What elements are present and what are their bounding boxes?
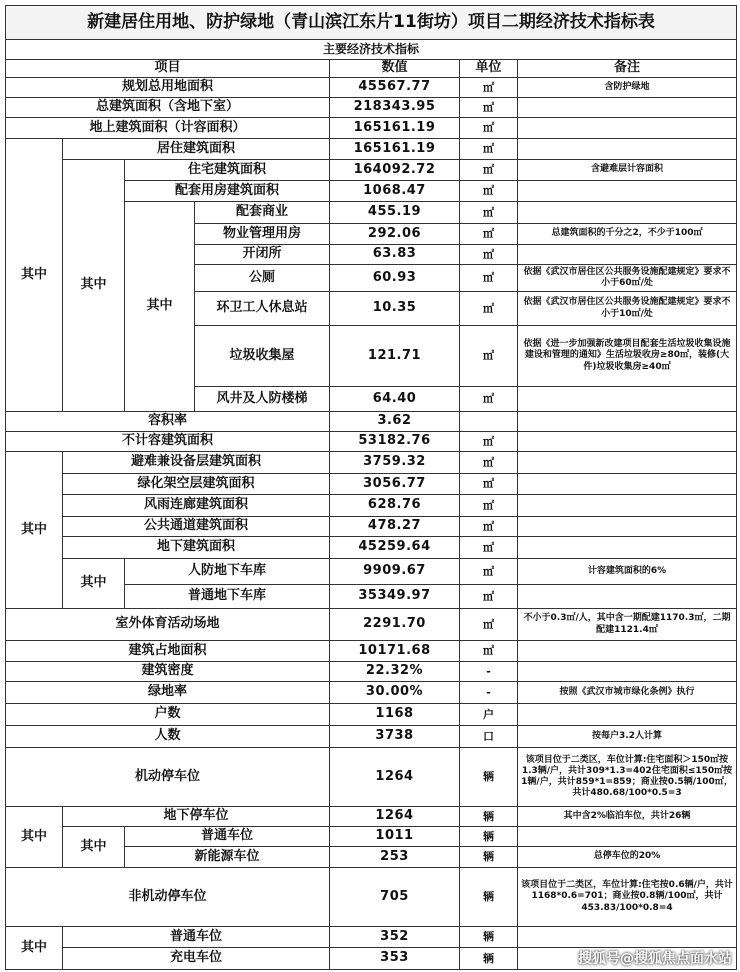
row-note xyxy=(518,452,737,474)
row-label: 充电车位 xyxy=(63,948,330,970)
row-label: 地下停车位 xyxy=(63,807,330,827)
row-note: 总建筑面积的千分之2，不少于100㎡ xyxy=(518,224,737,245)
row-label: 居住建筑面积 xyxy=(63,139,330,160)
row-label: 配套用房建筑面积 xyxy=(125,181,330,202)
row-value: 1011 xyxy=(330,827,460,847)
row-note xyxy=(518,202,737,224)
table-subtitle: 主要经济技术指标 xyxy=(5,40,737,60)
row-value: 455.19 xyxy=(330,202,460,224)
watermark-text: 搜狐号@搜狐焦点面水站 xyxy=(578,951,732,967)
group-label-qizhong-4: 其中 xyxy=(5,452,63,609)
row-label: 绿地率 xyxy=(5,682,330,704)
group-label-qizhong-6: 其中 xyxy=(5,807,63,868)
row-note xyxy=(518,432,737,452)
row-note xyxy=(518,662,737,682)
row-unit: 户 xyxy=(460,704,518,726)
row-unit: 辆 xyxy=(460,927,518,948)
row-label: 不计容建筑面积 xyxy=(5,432,330,452)
row-value: 22.32% xyxy=(330,662,460,682)
row-value: 60.93 xyxy=(330,265,460,292)
row-label: 绿化架空层建筑面积 xyxy=(63,474,330,495)
row-value: 121.71 xyxy=(330,326,460,387)
row-unit: ㎡ xyxy=(460,139,518,160)
row-value: 164092.72 xyxy=(330,160,460,181)
row-label: 物业管理用房 xyxy=(195,224,330,245)
row-note xyxy=(518,474,737,495)
row-unit: 辆 xyxy=(460,868,518,927)
row-unit: 辆 xyxy=(460,948,518,970)
row-note xyxy=(518,641,737,662)
row-label: 户数 xyxy=(5,704,330,726)
row-value: 64.40 xyxy=(330,387,460,412)
row-unit: - xyxy=(460,682,518,704)
row-label: 人防地下车库 xyxy=(125,559,330,585)
row-value: 9909.67 xyxy=(330,559,460,585)
row-label: 建筑密度 xyxy=(5,662,330,682)
row-value: 1264 xyxy=(330,748,460,807)
row-unit: ㎡ xyxy=(460,292,518,326)
row-unit: ㎡ xyxy=(460,98,518,118)
row-value: 292.06 xyxy=(330,224,460,245)
row-note xyxy=(518,245,737,265)
row-label: 人数 xyxy=(5,726,330,748)
row-value: 45567.77 xyxy=(330,78,460,98)
group-label-qizhong-7: 其中 xyxy=(63,827,125,868)
row-value: 3056.77 xyxy=(330,474,460,495)
row-note: 按每户3.2人计算 xyxy=(518,726,737,748)
group-label-qizhong-1: 其中 xyxy=(5,139,63,412)
row-label: 容积率 xyxy=(5,412,330,432)
table-title: 新建居住用地、防护绿地（青山滨江东片11街坊）项目二期经济技术指标表 xyxy=(5,5,737,40)
row-label: 公厕 xyxy=(195,265,330,292)
row-label: 风井及人防楼梯 xyxy=(195,387,330,412)
row-unit: 辆 xyxy=(460,748,518,807)
row-unit: 口 xyxy=(460,726,518,748)
row-value: 1264 xyxy=(330,807,460,827)
row-note xyxy=(518,537,737,559)
row-note xyxy=(518,98,737,118)
row-value: 10.35 xyxy=(330,292,460,326)
row-note: 依据《进一步加强新改建项目配套生活垃圾收集设施建设和管理的通知》生活垃圾收房≥80㎡，装修(大件)垃圾收集房≥40㎡ xyxy=(518,326,737,387)
row-label: 机动停车位 xyxy=(5,748,330,807)
row-label: 新能源车位 xyxy=(125,847,330,868)
row-label: 开闭所 xyxy=(195,245,330,265)
row-unit: ㎡ xyxy=(460,432,518,452)
row-unit: ㎡ xyxy=(460,245,518,265)
row-label: 地上建筑面积（计容面积） xyxy=(5,118,330,139)
row-value: 353 xyxy=(330,948,460,970)
row-unit: ㎡ xyxy=(460,224,518,245)
header-item: 项目 xyxy=(5,60,330,78)
row-unit: ㎡ xyxy=(460,517,518,537)
row-value: 30.00% xyxy=(330,682,460,704)
row-value: 35349.97 xyxy=(330,585,460,609)
row-unit: ㎡ xyxy=(460,537,518,559)
row-note xyxy=(518,704,737,726)
row-unit: ㎡ xyxy=(460,585,518,609)
row-label: 地下建筑面积 xyxy=(63,537,330,559)
row-value: 705 xyxy=(330,868,460,927)
row-label: 住宅建筑面积 xyxy=(125,160,330,181)
row-unit: 辆 xyxy=(460,847,518,868)
row-label: 室外体育活动场地 xyxy=(5,609,330,641)
row-label: 总建筑面积（含地下室） xyxy=(5,98,330,118)
row-value: 1068.47 xyxy=(330,181,460,202)
row-unit: 辆 xyxy=(460,827,518,847)
row-value: 165161.19 xyxy=(330,118,460,139)
row-note xyxy=(518,412,737,432)
row-unit: ㎡ xyxy=(460,181,518,202)
row-note: 总停车位的20% xyxy=(518,847,737,868)
row-note: 计容建筑面积的6% xyxy=(518,559,737,585)
row-unit: ㎡ xyxy=(460,641,518,662)
row-unit: ㎡ xyxy=(460,326,518,387)
row-value: 45259.64 xyxy=(330,537,460,559)
row-value: 218343.95 xyxy=(330,98,460,118)
row-note: 其中含2%临泊车位，共计26辆 xyxy=(518,807,737,827)
row-value: 352 xyxy=(330,927,460,948)
row-label: 普通车位 xyxy=(63,927,330,948)
row-note xyxy=(518,118,737,139)
row-value: 628.76 xyxy=(330,495,460,517)
row-unit: ㎡ xyxy=(460,474,518,495)
row-label: 配套商业 xyxy=(195,202,330,224)
row-unit: ㎡ xyxy=(460,118,518,139)
row-label: 普通地下车库 xyxy=(125,585,330,609)
row-label: 公共通道建筑面积 xyxy=(63,517,330,537)
row-unit: ㎡ xyxy=(460,265,518,292)
row-note xyxy=(518,927,737,948)
row-label: 垃圾收集屋 xyxy=(195,326,330,387)
row-note: 依据《武汉市居住区公共服务设施配建规定》要求不小于60㎡/处 xyxy=(518,265,737,292)
row-label: 建筑占地面积 xyxy=(5,641,330,662)
row-unit: ㎡ xyxy=(460,160,518,181)
row-note: 按照《武汉市城市绿化条例》执行 xyxy=(518,682,737,704)
row-unit xyxy=(460,412,518,432)
row-label: 风雨连廊建筑面积 xyxy=(63,495,330,517)
row-label: 环卫工人休息站 xyxy=(195,292,330,326)
row-label: 非机动停车位 xyxy=(5,868,330,927)
row-note xyxy=(518,517,737,537)
header-unit: 单位 xyxy=(460,60,518,78)
row-unit: ㎡ xyxy=(460,78,518,98)
row-unit: ㎡ xyxy=(460,387,518,412)
row-unit: 辆 xyxy=(460,807,518,827)
row-value: 478.27 xyxy=(330,517,460,537)
row-label: 避难兼设备层建筑面积 xyxy=(63,452,330,474)
header-note: 备注 xyxy=(518,60,737,78)
row-note: 该项目位于二类区，车位计算:住宅按0.6辆/户，共计1168*0.6=701；商业按0.8辆/100㎡，共计453.83/100*0.8=4 xyxy=(518,868,737,927)
row-label: 普通车位 xyxy=(125,827,330,847)
row-note xyxy=(518,585,737,609)
row-note: 依据《武汉市居住区公共服务设施配建规定》要求不小于10㎡/处 xyxy=(518,292,737,326)
row-value: 10171.68 xyxy=(330,641,460,662)
row-note xyxy=(518,387,737,412)
row-value: 165161.19 xyxy=(330,139,460,160)
row-unit: ㎡ xyxy=(460,609,518,641)
row-unit: - xyxy=(460,662,518,682)
row-unit: ㎡ xyxy=(460,202,518,224)
row-value: 63.83 xyxy=(330,245,460,265)
group-label-qizhong-3: 其中 xyxy=(125,202,195,412)
row-note xyxy=(518,827,737,847)
row-label: 规划总用地面积 xyxy=(5,78,330,98)
row-value: 3738 xyxy=(330,726,460,748)
row-value: 3759.32 xyxy=(330,452,460,474)
group-label-qizhong-5: 其中 xyxy=(63,559,125,609)
header-value: 数值 xyxy=(330,60,460,78)
row-value: 3.62 xyxy=(330,412,460,432)
row-note xyxy=(518,495,737,517)
row-note xyxy=(518,139,737,160)
row-value: 1168 xyxy=(330,704,460,726)
row-note: 不小于0.3㎡/人，其中含一期配建1170.3㎡，二期配建1121.4㎡ xyxy=(518,609,737,641)
row-unit: ㎡ xyxy=(460,452,518,474)
row-unit: ㎡ xyxy=(460,495,518,517)
row-value: 53182.76 xyxy=(330,432,460,452)
row-note: 含避难层计容面积 xyxy=(518,160,737,181)
group-label-qizhong-8: 其中 xyxy=(5,927,63,970)
row-value: 2291.70 xyxy=(330,609,460,641)
row-note: 该项目位于二类区，车位计算:住宅面积＞150㎡按1.3辆/户，共计309*1.3=402住宅面积≤150㎡按1辆/户，共计859*1=859；商业按0.5辆/100㎡，共计480.68/100*0.5=3 xyxy=(518,748,737,807)
group-label-qizhong-2: 其中 xyxy=(63,160,125,412)
row-unit: ㎡ xyxy=(460,559,518,585)
row-note: 含防护绿地 xyxy=(518,78,737,98)
row-note xyxy=(518,181,737,202)
row-value: 253 xyxy=(330,847,460,868)
